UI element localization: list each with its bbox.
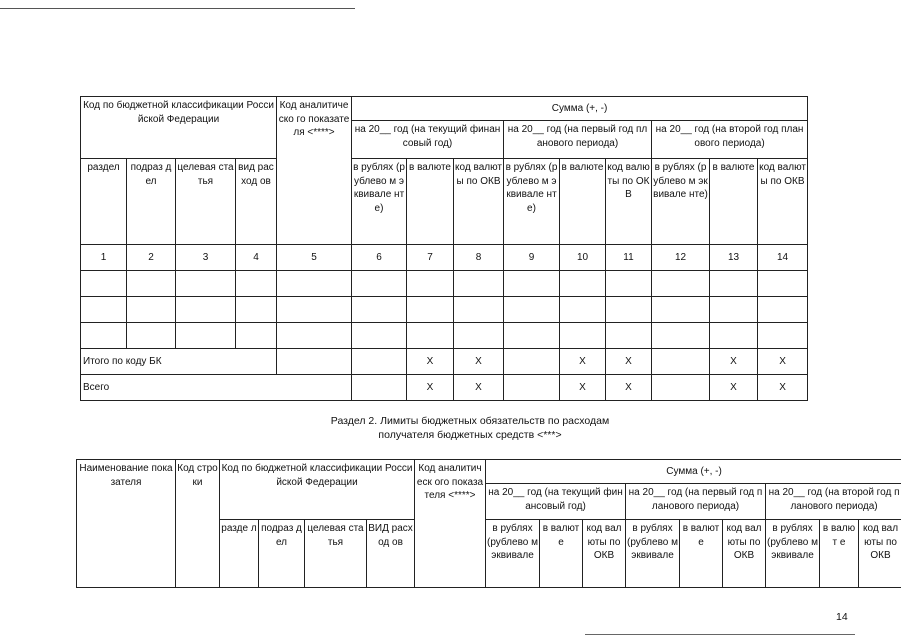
x-mark: X	[560, 349, 606, 375]
vsego-row	[81, 375, 808, 401]
header-celevaya: целевая статья	[176, 159, 236, 245]
column-number: 10	[560, 245, 606, 271]
header-okv: код валюты по ОКВ	[583, 520, 626, 588]
header-line-code: Код строки	[176, 460, 220, 588]
header-val: в валюте	[407, 159, 454, 245]
page-number: 14	[836, 611, 848, 623]
header-val: в валюте	[710, 159, 758, 245]
x-mark: X	[407, 375, 454, 401]
header-vid: вид расход ов	[236, 159, 277, 245]
section-2-title-line-2: получателя бюджетных средств <***>	[378, 429, 562, 441]
section-2-title-line-1: Раздел 2. Лимиты бюджетных обязательств по расходам	[330, 415, 610, 427]
column-number: 8	[454, 245, 504, 271]
table-row	[81, 271, 808, 297]
header-vid: ВИД расход ов	[367, 520, 415, 588]
column-number: 4	[236, 245, 277, 271]
header-analytic-code: Код аналитическо го показателя <****>	[277, 97, 352, 245]
column-number: 13	[710, 245, 758, 271]
header-celevaya: целевая статья	[305, 520, 367, 588]
budget-table-section-1	[80, 96, 808, 401]
header-okv: код валюты по ОКВ	[859, 520, 901, 588]
column-number: 3	[176, 245, 236, 271]
header-rub: в рублях (рублево м эквивале нте)	[652, 159, 710, 245]
x-mark: X	[758, 375, 808, 401]
column-number: 1	[81, 245, 127, 271]
header-okv: код валюты по ОКВ	[606, 159, 652, 245]
table-row	[81, 297, 808, 323]
header-year-second: на 20__ год (на второй год планового периода)	[652, 121, 808, 159]
column-number: 5	[277, 245, 352, 271]
top-rule	[0, 8, 355, 9]
header-razdel: разде л	[220, 520, 259, 588]
header-rub: в рублях (рублево м эквивале нте)	[352, 159, 407, 245]
column-number: 7	[407, 245, 454, 271]
header-indicator-name: Наименование показателя	[77, 460, 176, 588]
header-okv: код валюты по ОКВ	[454, 159, 504, 245]
budget-table-section-2	[76, 459, 901, 588]
header-razdel: раздел	[81, 159, 127, 245]
x-mark: X	[758, 349, 808, 375]
x-mark: X	[606, 375, 652, 401]
itogo-label: Итого по коду БК	[81, 349, 277, 375]
header-analytic-code: Код аналитическ ого показателя <****>	[415, 460, 486, 588]
x-mark: X	[710, 349, 758, 375]
header-year-first: на 20__ год (на первый год планового периода)	[626, 484, 766, 520]
column-number: 11	[606, 245, 652, 271]
header-year-current: на 20__ год (на текущий финансовый год)	[486, 484, 626, 520]
table-row	[81, 323, 808, 349]
header-rub: в рублях (рублево м эквивале	[486, 520, 540, 588]
column-number: 9	[504, 245, 560, 271]
x-mark: X	[454, 349, 504, 375]
header-sum: Сумма (+, -)	[486, 460, 901, 484]
header-okv: код валюты по ОКВ	[723, 520, 766, 588]
column-number: 6	[352, 245, 407, 271]
x-mark: X	[560, 375, 606, 401]
column-number: 14	[758, 245, 808, 271]
header-okv: код валюты по ОКВ	[758, 159, 808, 245]
vsego-label: Всего	[81, 375, 352, 401]
header-kbk: Код по бюджетной классификации Российской Федерации	[220, 460, 415, 520]
header-val: в валют е	[680, 520, 723, 588]
header-podrazdel: подраз дел	[259, 520, 305, 588]
header-kbk: Код по бюджетной классификации Российской Федерации	[81, 97, 277, 159]
header-year-first: на 20__ год (на первый год планового периода)	[504, 121, 652, 159]
header-podrazdel: подраз дел	[127, 159, 176, 245]
column-number: 2	[127, 245, 176, 271]
header-sum: Сумма (+, -)	[352, 97, 808, 121]
itogo-row	[81, 349, 808, 375]
x-mark: X	[606, 349, 652, 375]
header-val: в валют е	[540, 520, 583, 588]
header-rub: в рублях (рублево м эквивале нте)	[504, 159, 560, 245]
header-val: в валют е	[820, 520, 859, 588]
column-number: 12	[652, 245, 710, 271]
x-mark: X	[454, 375, 504, 401]
header-year-current: на 20__ год (на текущий финансовый год)	[352, 121, 504, 159]
header-val: в валюте	[560, 159, 606, 245]
x-mark: X	[710, 375, 758, 401]
header-year-second: на 20__ год (на второй год планового периода)	[766, 484, 901, 520]
header-rub: в рублях (рублево м эквивале	[766, 520, 820, 588]
x-mark: X	[407, 349, 454, 375]
bottom-rule	[585, 634, 855, 635]
header-rub: в рублях (рублево м эквивале	[626, 520, 680, 588]
